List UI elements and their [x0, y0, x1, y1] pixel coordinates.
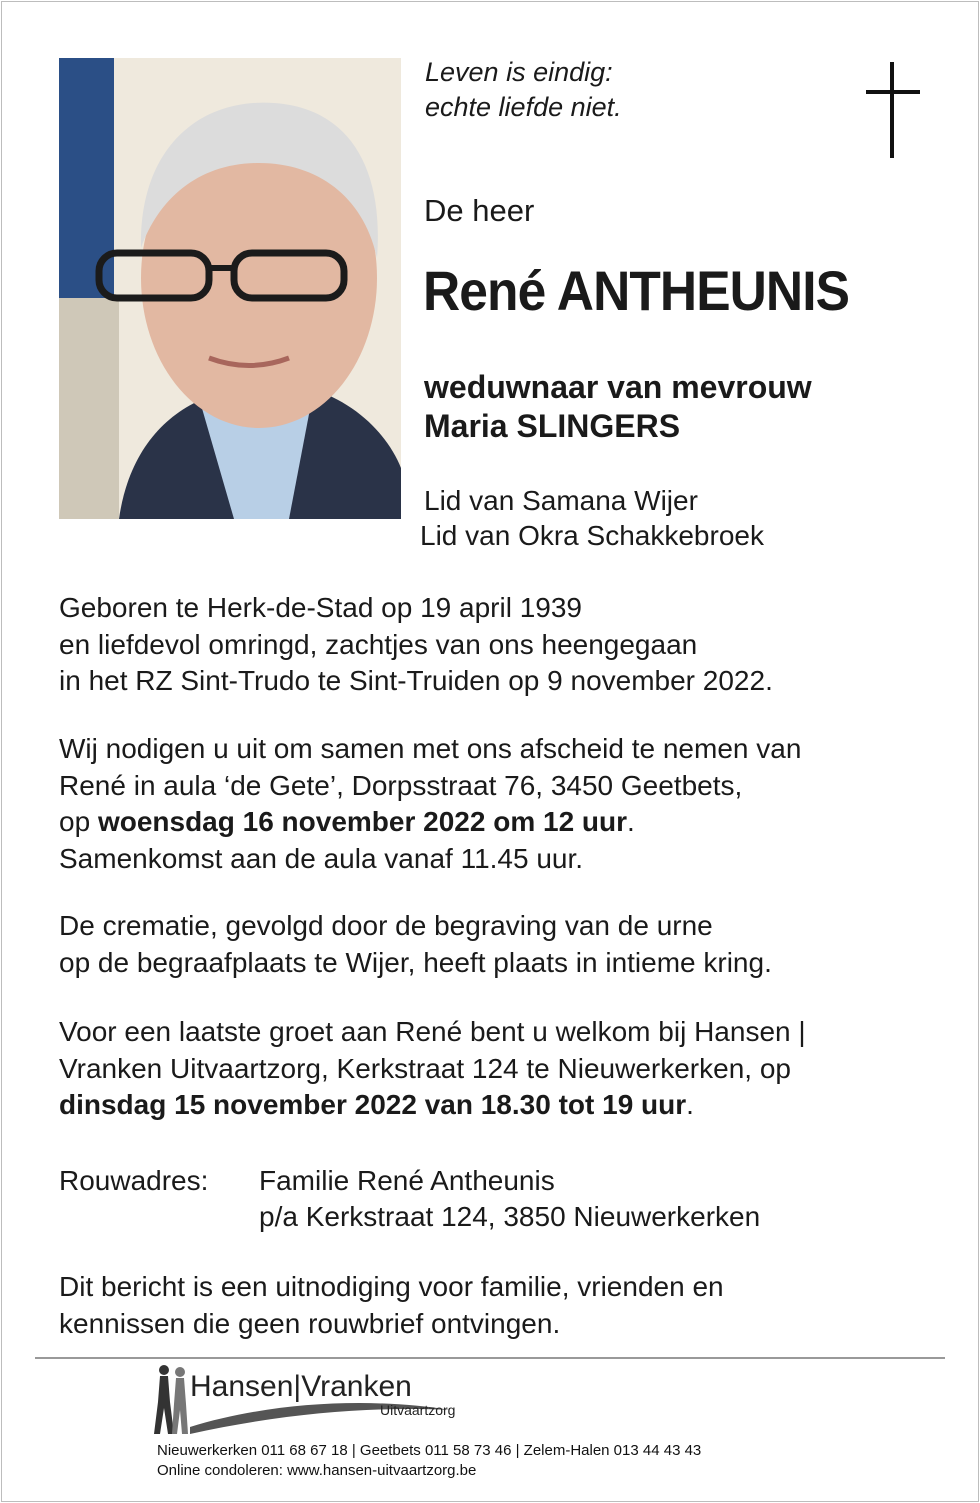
- cremation-line-2: op de begraafplaats te Wijer, heeft plaats in intieme kring.: [59, 946, 772, 978]
- birth-paragraph: [59, 590, 773, 700]
- spouse-line-2: Maria SLINGERS: [424, 408, 681, 444]
- ceremony-suffix: .: [627, 806, 635, 837]
- cremation-line-1: De crematie, gevolgd door de begraving van de urne: [59, 910, 713, 941]
- farewell-date: dinsdag 15 november 2022 van 18.30 tot 19 uur: [59, 1089, 687, 1120]
- farewell-paragraph: [59, 1014, 806, 1124]
- membership-1: Lid van Samana Wijer: [424, 485, 698, 516]
- ceremony-line-4: Samenkomst aan de aula vanaf 11.45 uur.: [59, 842, 584, 874]
- address-line-1: Familie René Antheunis: [259, 1165, 555, 1196]
- invitation-line-2: kennissen die geen rouwbrief ontvingen.: [59, 1307, 561, 1339]
- spouse-line-1: weduwnaar van mevrouw: [424, 369, 812, 405]
- portrait-photo: [59, 58, 401, 519]
- footer-phones: Nieuwerkerken 011 68 67 18 | Geetbets 011 58 73 46 | Zelem-Halen 013 44 43 43: [157, 1442, 702, 1459]
- footer-online: Online condoleren: www.hansen-uitvaartzorg.be: [157, 1462, 477, 1479]
- address-label: Rouwadres:: [59, 1165, 209, 1196]
- ceremony-prefix: op: [59, 806, 98, 837]
- logo-name: Hansen|Vranken: [190, 1370, 412, 1403]
- logo-subtitle: Uitvaartzorg: [380, 1402, 456, 1418]
- farewell-line-1: Voor een laatste groet aan René bent u welkom bij Hansen |: [59, 1016, 806, 1047]
- quote-line-2: echte liefde niet.: [425, 92, 622, 122]
- birth-line-2: en liefdevol omringd, zachtjes van ons heengegaan: [59, 628, 698, 660]
- quote-line-1: Leven is eindig:: [425, 57, 613, 87]
- footer-divider: [35, 1357, 945, 1359]
- membership-2: Lid van Okra Schakkebroek: [420, 520, 764, 551]
- footer-contact: [157, 1441, 701, 1481]
- honorific: De heer: [424, 193, 535, 228]
- ceremony-line-3: [59, 804, 801, 841]
- ceremony-date: woensdag 16 november 2022 om 12 uur: [97, 806, 628, 837]
- epigraph-quote: [425, 55, 622, 125]
- deceased-name: René ANTHEUNIS: [423, 259, 850, 322]
- ceremony-paragraph: [59, 731, 801, 877]
- invitation-paragraph: [59, 1269, 724, 1342]
- birth-line-1: Geboren te Herk-de-Stad op 19 april 1939: [59, 592, 582, 623]
- farewell-suffix: .: [686, 1089, 694, 1120]
- cremation-paragraph: [59, 908, 772, 981]
- spouse-info: [424, 368, 812, 446]
- birth-line-3: in het RZ Sint-Trudo te Sint-Truiden op 9 november 2022.: [59, 665, 773, 696]
- ceremony-line-1: Wij nodigen u uit om samen met ons afscheid te nemen van: [59, 733, 802, 764]
- ceremony-line-2: René in aula ‘de Gete’, Dorpsstraat 76, 3450 Geetbets,: [59, 769, 743, 801]
- farewell-line-2: Vranken Uitvaartzorg, Kerkstraat 124 te Nieuwerkerken, op: [59, 1052, 791, 1084]
- address-line-2: p/a Kerkstraat 124, 3850 Nieuwerkerken: [259, 1201, 761, 1232]
- address-value: [259, 1163, 760, 1235]
- farewell-line-3: [59, 1087, 806, 1124]
- cross-icon: [863, 62, 923, 158]
- invitation-line-1: Dit bericht is een uitnodiging voor familie, vrienden en: [59, 1271, 724, 1302]
